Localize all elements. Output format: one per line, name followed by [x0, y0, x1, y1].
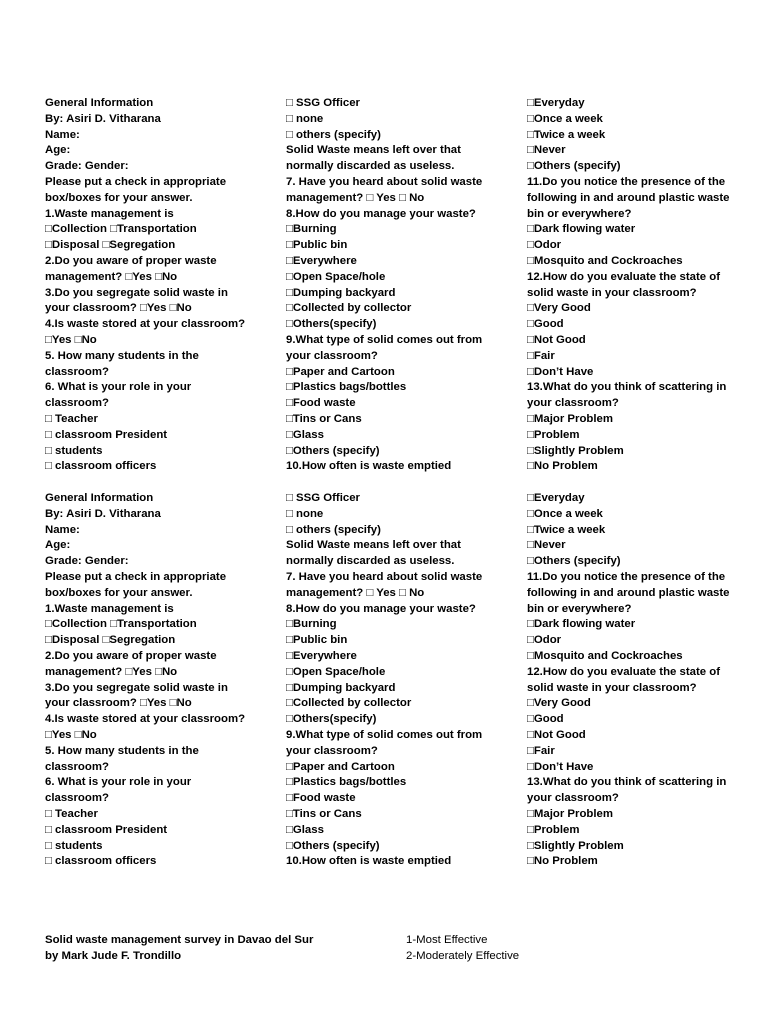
survey-line: Please put a check in appropriate [45, 570, 227, 583]
survey-line: □ none [286, 112, 324, 125]
survey-line: Solid Waste means left over that [286, 539, 461, 552]
survey-line: Please put a check in appropriate [45, 175, 227, 188]
survey-line: 7. Have you heard about solid waste [286, 175, 483, 188]
survey-line: □Twice a week [527, 128, 606, 141]
survey-line: 13.What do you think of scattering in [527, 776, 727, 789]
survey-line: 4.Is waste stored at your classroom? [45, 713, 246, 726]
survey-line: management? □ Yes □ No [286, 191, 425, 204]
survey-line: □Glass [286, 428, 324, 441]
survey-line: □Slightly Problem [527, 839, 624, 852]
survey-column-1 [45, 96, 275, 475]
legend-item: 2-Moderately Effective [406, 949, 520, 962]
survey-line: □Open Space/hole [286, 665, 386, 678]
survey-line: □Others(specify) [286, 713, 377, 726]
survey-line: 4.Is waste stored at your classroom? [45, 318, 246, 331]
survey-line: □ none [286, 507, 324, 520]
survey-line: □Once a week [527, 507, 603, 520]
survey-line: By: Asiri D. Vitharana [45, 112, 161, 125]
survey-line: □Everywhere [286, 254, 357, 267]
survey-line: solid waste in your classroom? [527, 681, 697, 694]
survey-line: □No Problem [527, 855, 598, 868]
survey-line: 12.How do you evaluate the state of [527, 665, 721, 678]
survey-line: □ others (specify) [286, 523, 381, 536]
survey-line: □Not Good [527, 728, 586, 741]
survey-line: □Others (specify) [527, 160, 621, 173]
survey-line: □Very Good [527, 697, 591, 710]
survey-line: □ SSG Officer [286, 97, 360, 109]
survey-line: 5. How many students in the [45, 349, 199, 362]
survey-line: 2.Do you aware of proper waste [45, 649, 217, 662]
survey-line: □Others (specify) [527, 555, 621, 568]
survey-line: □Fair [527, 744, 555, 757]
survey-line: 3.Do you segregate solid waste in [45, 681, 228, 694]
survey-line: □Glass [286, 823, 324, 836]
survey-line: box/boxes for your answer. [45, 586, 193, 599]
survey-line: bin or everywhere? [527, 602, 632, 615]
survey-line: □Major Problem [527, 412, 613, 425]
survey-line: solid waste in your classroom? [527, 286, 697, 299]
survey-line: □Food waste [286, 792, 356, 805]
survey-line: □Paper and Cartoon [286, 760, 395, 773]
survey-line: □ Teacher [45, 412, 98, 425]
survey-line: □Fair [527, 349, 555, 362]
survey-line: management? □ Yes □ No [286, 586, 425, 599]
survey-line: □Plastics bags/bottles [286, 776, 407, 789]
survey-line: □Don’t Have [527, 760, 594, 773]
survey-line: □Odor [527, 634, 562, 647]
survey-line: your classroom? [286, 744, 378, 757]
survey-line: □Food waste [286, 397, 356, 410]
survey-line: □Paper and Cartoon [286, 365, 395, 378]
survey-line: 8.How do you manage your waste? [286, 602, 476, 615]
survey-column-2 [286, 491, 516, 870]
survey-line: 10.How often is waste emptied [286, 460, 452, 473]
survey-line: □Never [527, 539, 566, 552]
survey-line: □ Teacher [45, 807, 98, 820]
survey-line: following in and around plastic waste [527, 586, 730, 599]
footer-author: by Mark Jude F. Trondillo [45, 949, 182, 962]
survey-line: □ SSG Officer [286, 492, 360, 504]
survey-line: □Never [527, 144, 566, 157]
survey-line: Grade: Gender: [45, 555, 129, 568]
survey-line: □ classroom President [45, 823, 168, 836]
survey-line: □Everyday [527, 97, 585, 109]
survey-line: □Others (specify) [286, 444, 380, 457]
survey-line: normally discarded as useless. [286, 160, 455, 173]
survey-line: management? □Yes □No [45, 270, 178, 283]
survey-column-2 [286, 96, 516, 475]
survey-line: □Odor [527, 239, 562, 252]
survey-line: 10.How often is waste emptied [286, 855, 452, 868]
survey-line: □Everywhere [286, 649, 357, 662]
survey-line: 11.Do you notice the presence of the [527, 570, 726, 583]
survey-column-3 [527, 96, 752, 475]
survey-line: □Don’t Have [527, 365, 594, 378]
survey-line: 9.What type of solid comes out from [286, 728, 483, 741]
survey-line: □Mosquito and Cockroaches [527, 649, 683, 662]
survey-line: □Everyday [527, 492, 585, 504]
survey-line: □Collected by collector [286, 302, 412, 315]
survey-line: classroom? [45, 760, 109, 773]
survey-line: □ students [45, 444, 103, 457]
survey-line: box/boxes for your answer. [45, 191, 193, 204]
survey-line: □ classroom President [45, 428, 168, 441]
survey-line: □Tins or Cans [286, 807, 362, 820]
survey-column-3 [527, 491, 752, 870]
survey-line: □Plastics bags/bottles [286, 381, 407, 394]
survey-line: □Burning [286, 618, 337, 631]
survey-line: 2.Do you aware of proper waste [45, 254, 217, 267]
survey-line: General Information [45, 492, 154, 504]
survey-line: bin or everywhere? [527, 207, 632, 220]
legend-item: 1-Most Effective [406, 934, 488, 946]
survey-line: □Collection □Transportation [45, 223, 197, 236]
survey-line: Grade: Gender: [45, 160, 129, 173]
survey-line: By: Asiri D. Vitharana [45, 507, 161, 520]
survey-line: □ students [45, 839, 103, 852]
survey-line: 6. What is your role in your [45, 381, 192, 394]
survey-line: □Very Good [527, 302, 591, 315]
survey-line: Age: [45, 144, 71, 157]
survey-line: 8.How do you manage your waste? [286, 207, 476, 220]
survey-line: 6. What is your role in your [45, 776, 192, 789]
survey-line: □Slightly Problem [527, 444, 624, 457]
survey-line: □Open Space/hole [286, 270, 386, 283]
survey-line: 12.How do you evaluate the state of [527, 270, 721, 283]
survey-line: □No Problem [527, 460, 598, 473]
survey-line: □Yes □No [45, 728, 97, 741]
survey-line: □Collection □Transportation [45, 618, 197, 631]
survey-line: Age: [45, 539, 71, 552]
survey-line: 13.What do you think of scattering in [527, 381, 727, 394]
survey-line: □ classroom officers [45, 460, 157, 473]
survey-line: □Mosquito and Cockroaches [527, 254, 683, 267]
survey-line: □Public bin [286, 634, 348, 647]
survey-line: 1.Waste management is [45, 602, 174, 615]
survey-line: □Not Good [527, 333, 586, 346]
survey-line: 5. How many students in the [45, 744, 199, 757]
survey-line: □Major Problem [527, 807, 613, 820]
survey-line: Name: [45, 128, 80, 141]
survey-line: □ others (specify) [286, 128, 381, 141]
survey-line: General Information [45, 97, 154, 109]
survey-line: □Burning [286, 223, 337, 236]
survey-line: □Public bin [286, 239, 348, 252]
survey-line: □Others(specify) [286, 318, 377, 331]
survey-line: □Twice a week [527, 523, 606, 536]
survey-line: □Once a week [527, 112, 603, 125]
survey-line: □Disposal □Segregation [45, 239, 176, 252]
footer-title: Solid waste management survey in Davao del Sur [45, 934, 314, 946]
survey-line: □Problem [527, 428, 580, 441]
survey-line: your classroom? [286, 349, 378, 362]
survey-line: □Collected by collector [286, 697, 412, 710]
survey-line: □Disposal □Segregation [45, 634, 176, 647]
survey-line: normally discarded as useless. [286, 555, 455, 568]
survey-line: Name: [45, 523, 80, 536]
survey-line: your classroom? [527, 792, 619, 805]
survey-line: 3.Do you segregate solid waste in [45, 286, 228, 299]
survey-line: □Dumping backyard [286, 286, 396, 299]
survey-line: classroom? [45, 792, 109, 805]
survey-line: □ classroom officers [45, 855, 157, 868]
survey-line: classroom? [45, 365, 109, 378]
survey-line: □Good [527, 318, 564, 331]
survey-line: classroom? [45, 397, 109, 410]
survey-line: □Others (specify) [286, 839, 380, 852]
survey-line: □Dark flowing water [527, 618, 636, 631]
survey-column-1 [45, 491, 275, 870]
survey-line: 1.Waste management is [45, 207, 174, 220]
survey-line: □Yes □No [45, 333, 97, 346]
survey-line: 11.Do you notice the presence of the [527, 175, 726, 188]
survey-line: Solid Waste means left over that [286, 144, 461, 157]
survey-line: 7. Have you heard about solid waste [286, 570, 483, 583]
footer-credit [45, 933, 313, 965]
survey-line: following in and around plastic waste [527, 191, 730, 204]
survey-line: □Dark flowing water [527, 223, 636, 236]
survey-line: your classroom? □Yes □No [45, 302, 192, 315]
survey-line: your classroom? □Yes □No [45, 697, 192, 710]
survey-line: □Dumping backyard [286, 681, 396, 694]
survey-line: □Tins or Cans [286, 412, 362, 425]
survey-line: your classroom? [527, 397, 619, 410]
survey-line: 9.What type of solid comes out from [286, 333, 483, 346]
survey-line: □Good [527, 713, 564, 726]
footer-legend [406, 933, 519, 965]
survey-line: management? □Yes □No [45, 665, 178, 678]
survey-line: □Problem [527, 823, 580, 836]
